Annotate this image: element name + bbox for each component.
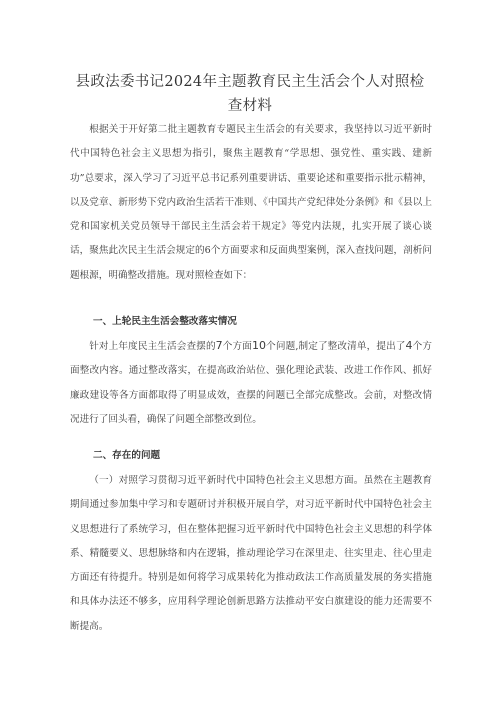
- section-1-text: 针对上年度民主生活会查摆的: [89, 341, 216, 352]
- document-title: 县政法委书记2024年主题教育民主生活会个人对照检查材料: [75, 74, 425, 114]
- section-1-number: 4: [405, 339, 413, 352]
- section-1-number: 10: [252, 339, 266, 352]
- section-1-text: 个方面整改内容。通过整改落实，在提高政治站位、强化理论武装、改进工作作风、抓好廉政建设等各方面都取得了明显成效，查摆的问题已全部完成整改。会前，对整改情况进行了回头看，确保了问题全部整改到位。: [70, 341, 433, 425]
- section-2-paragraph: （一）对照学习贯彻习近平新时代中国特色社会主义思想方面。虽然在主题教育期间通过参加集中学习和专题研讨并积极开展自学，对习近平新时代中国特色社会主义思想进行了系统学习，但在整体把握习近平新时代中国特色社会主义思想的科学体系、精髓要义、思想脉络和内在逻辑，推动理论学习在深里走、往实里走、往心里走方面还有待提升。特别是如何将学习成果转化为推动政法工作高质量发展的务实措施和具体办法还不够多，应用科学理论创新思路方法推动平安白旗建设的能力还需要不断提高。: [70, 475, 432, 632]
- section-2-heading: 二、存在的问题: [93, 450, 161, 461]
- intro-paragraph: 根据关于开好第二批主题教育专题民主生活会的有关要求，我坚持以习近平新时代中国特色社会主义思想为指引，聚焦主题教育“学思想、强党性、重实践、建新功”总要求，深入学习了习近平总书记系列重要讲话、重要论述和重要指示批示精神，以及党章、新形势下党内政治生活若干准则、《中国共产党纪律处分条例》和《县以上党和国家机关党员领导干部民主生活会若干规定》等党内法规，扎实开展了谈心谈话，聚焦此次民主生活会规定的6个方面要求和反面典型案例，深入查找问题，剖析问题根源，明确整改措施。现对照检查如下：: [70, 124, 432, 281]
- section-1-paragraph: [70, 334, 432, 432]
- section-1-number: 7: [215, 339, 223, 352]
- section-1-text: 个问题,制定了整改清单，提出了: [266, 341, 406, 352]
- section-1-heading: 一、上轮民主生活会整改落实情况: [93, 316, 237, 327]
- section-1-text: 个方面: [222, 341, 252, 352]
